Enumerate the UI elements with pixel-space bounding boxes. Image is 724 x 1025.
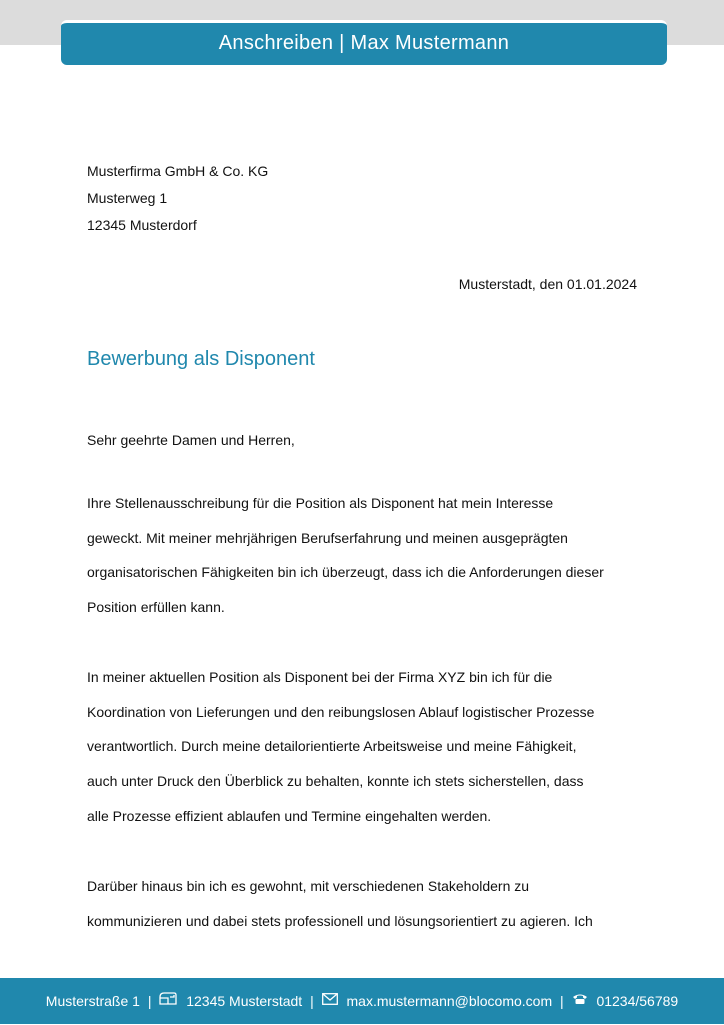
paragraph-line: Position erfüllen kann. bbox=[87, 599, 225, 616]
recipient-city: 12345 Musterdorf bbox=[87, 217, 197, 233]
recipient-street: Musterweg 1 bbox=[87, 190, 168, 206]
footer-separator: | bbox=[310, 993, 314, 1009]
phone-icon bbox=[572, 977, 588, 1023]
salutation: Sehr geehrte Damen und Herren, bbox=[87, 432, 295, 448]
paragraph-line: Koordination von Lieferungen und den reibungslosen Ablauf logistischer Prozesse bbox=[87, 703, 595, 720]
header-title: Anschreiben | Max Mustermann bbox=[218, 32, 510, 54]
paragraph bbox=[87, 660, 647, 834]
letter-subject: Bewerbung als Disponent bbox=[87, 348, 315, 370]
footer-bar bbox=[0, 978, 724, 1024]
paragraph-line: Darüber hinaus bin ich es gewohnt, mit verschiedenen Stakeholdern zu bbox=[87, 878, 530, 894]
paragraph bbox=[87, 486, 647, 625]
footer-phone[interactable]: 01234/56789 bbox=[596, 993, 679, 1009]
footer-street: Musterstraße 1 bbox=[45, 993, 140, 1009]
paragraph-line: verantwortlich. Durch meine detailorientierte Arbeitsweise und meine Fähigkeit, bbox=[87, 738, 577, 755]
recipient-address bbox=[87, 158, 268, 239]
paragraph-line: alle Prozesse effizient ablaufen und Termine eingehalten werden. bbox=[87, 807, 492, 824]
mailbox-icon bbox=[159, 977, 177, 1023]
paragraph-line: In meiner aktuellen Position als Disponent bei der Firma XYZ bin ich für die bbox=[87, 669, 553, 685]
paragraph bbox=[87, 869, 647, 938]
paragraph-line: Ihre Stellenausschreibung für die Position als Disponent hat mein Interesse bbox=[87, 495, 554, 511]
envelope-icon bbox=[322, 977, 338, 1023]
paragraph-line: kommunizieren und dabei stets professionell und lösungsorientiert zu agieren. Ich bbox=[87, 912, 593, 929]
paragraph-line: geweckt. Mit meiner mehrjährigen Berufserfahrung und meinen ausgeprägten bbox=[87, 529, 568, 546]
paragraph-line: auch unter Druck den Überblick zu behalten, konnte ich stets sicherstellen, dass bbox=[87, 773, 584, 790]
footer-city: 12345 Musterstadt bbox=[186, 993, 303, 1009]
footer-separator: | bbox=[147, 993, 152, 1009]
header-bar bbox=[61, 20, 667, 65]
footer-separator: | bbox=[560, 993, 564, 1009]
date-line: Musterstadt, den 01.01.2024 bbox=[458, 276, 637, 292]
footer-email[interactable]: max.mustermann@blocomo.com bbox=[346, 993, 553, 1009]
paragraph-line: organisatorischen Fähigkeiten bin ich überzeugt, dass ich die Anforderungen dieser bbox=[87, 564, 604, 581]
recipient-company: Musterfirma GmbH & Co. KG bbox=[87, 163, 269, 179]
